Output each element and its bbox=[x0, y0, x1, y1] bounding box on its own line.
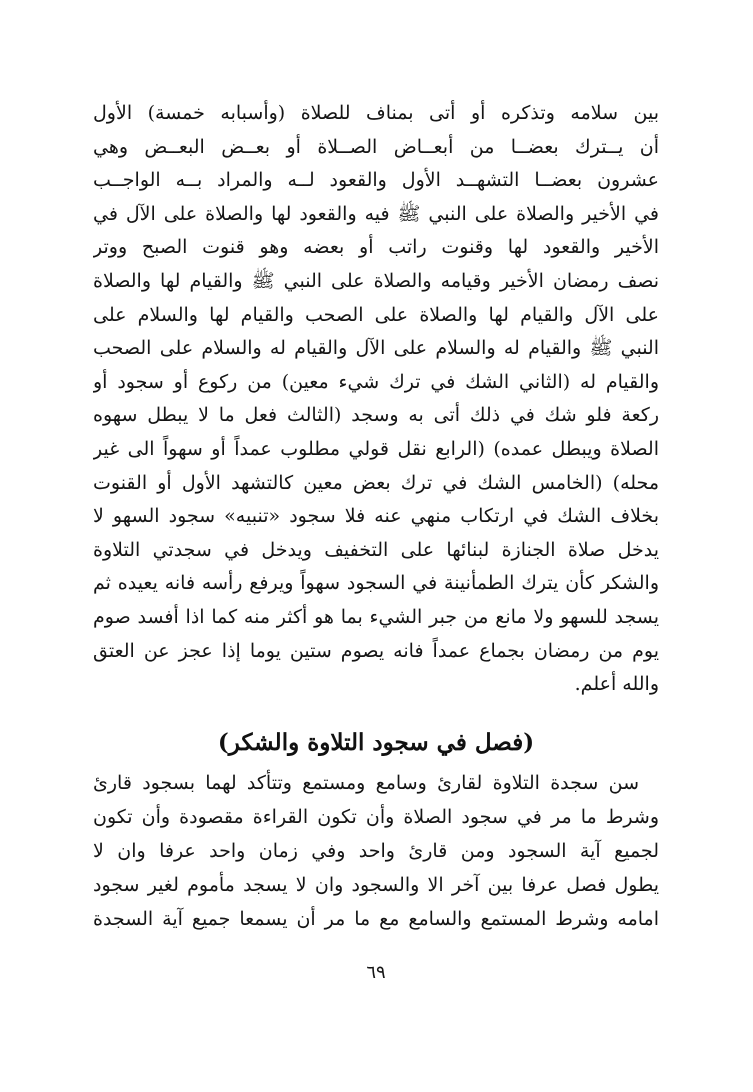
text-line: بين سلامه وتذكره أو أتى بمناف للصلاة (وأسبابه خمسة) الأول bbox=[93, 102, 659, 124]
text-line: في الأخير والصلاة على النبي ﷺ فيه والقعود لها والصلاة على الآل في bbox=[93, 202, 659, 225]
text-line: عشرون بعضــا التشهــد الأول والقعود لــه والمراد بــه الواجــب bbox=[93, 169, 659, 192]
text-line: يسجد للسهو ولا مانع من جبر الشيء بما هو أكثر منه كما اذا أفسد صوم bbox=[93, 605, 659, 628]
text-line: النبي ﷺ والقيام له والسلام على الآل والقيام له والسلام على الصحب bbox=[93, 337, 659, 360]
text-line: الصلاة ويبطل عمده) (الرابع نقل قولي مطلوب عمداً أو سهواً الى غير bbox=[93, 437, 659, 460]
text-line: بخلاف الشك في ارتكاب منهي عنه فلا سجود «تنبيه» سجود السهو لا bbox=[93, 505, 659, 528]
text-line: وشرط ما مر في سجود الصلاة وأن تكون القراءة مقصودة وأن تكون bbox=[93, 806, 659, 828]
text-line: والله أعلم. bbox=[574, 673, 659, 696]
paragraph-sujud-al-sahw bbox=[93, 97, 659, 702]
text-line: ركعة فلو شك في ذلك أتى به وسجد (الثالث فعل ما لا يبطل سهوه bbox=[93, 404, 659, 427]
paragraph-sujud-al-tilawa bbox=[93, 766, 659, 936]
text-line: والشكر كأن يترك الطمأنينة في السجود سهواً ويرفع رأسه فانه يعيده ثم bbox=[93, 572, 659, 595]
page-number: ٦٩ bbox=[366, 962, 386, 983]
text-line: على الآل والقيام لها والصلاة على الصحب والقيام لها والسلام على bbox=[93, 303, 659, 326]
text-line: والقيام له (الثاني الشك في ترك شيء معين) من ركوع أو سجود أو bbox=[93, 370, 659, 393]
text-line: امامه وشرط المستمع والسامع مع ما مر أن يسمعا جميع آية السجدة bbox=[93, 908, 659, 930]
text-line: لجميع آية السجود ومن قارئ واحد وفي زمان واحد عرفا وان لا bbox=[93, 840, 659, 862]
text-line: نصف رمضان الأخير وقيامه والصلاة على النبي ﷺ والقيام لها والصلاة bbox=[93, 269, 659, 292]
text-line: محله) (الخامس الشك في ترك بعض معين كالتشهد الأول أو القنوت bbox=[93, 471, 659, 494]
text-line: الأخير والقعود لها وقنوت راتب أو بعضه وهو قنوت الصبح ووتر bbox=[93, 236, 659, 259]
text-line: يطول فصل عرفا بين آخر الا والسجود وان لا يسجد مأموم لغير سجود bbox=[93, 874, 659, 896]
text-line: يوم من رمضان بجماع عمداً فانه يصوم ستين يوما إذا عجز عن العتق bbox=[93, 639, 659, 662]
text-line: سن سجدة التلاوة لقارئ وسامع ومستمع وتتأكد لهما بسجود قارئ bbox=[93, 772, 639, 794]
section-heading: (فصل في سجود التلاوة والشكر) bbox=[217, 729, 535, 756]
text-line: يدخل صلاة الجنازة لبنائها على التخفيف ويدخل في سجدتي التلاوة bbox=[93, 538, 659, 561]
text-line: أن يــترك بعضــا من أبعــاض الصــلاة أو بعــض البعــض وهي bbox=[93, 135, 659, 158]
